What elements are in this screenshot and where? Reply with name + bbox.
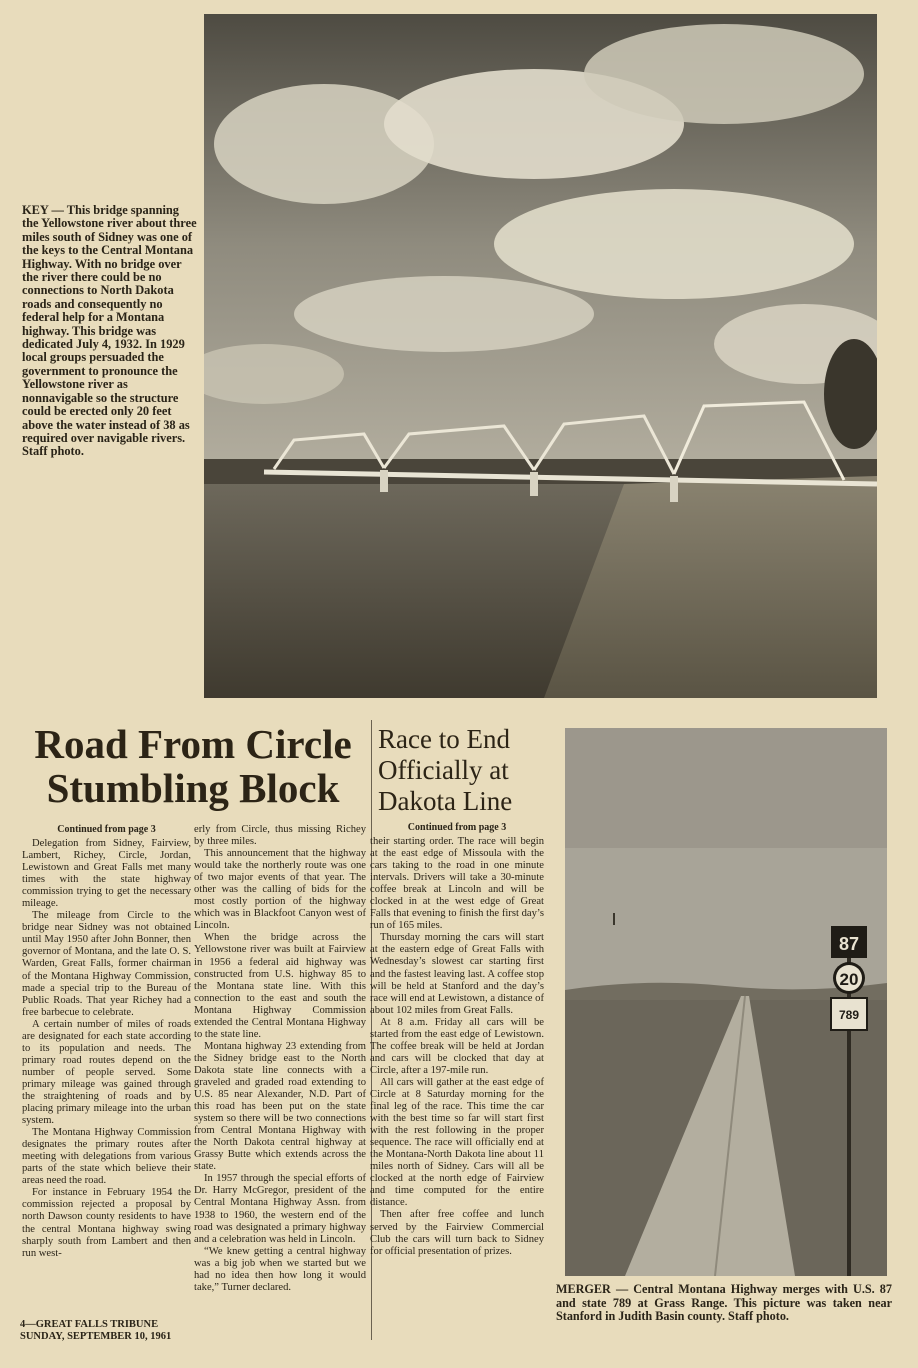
road-photo-caption: MERGER — Central Montana Highway merges with U.S. 87 and state 789 at Grass Range. This picture was taken near Stanford in Judith Basin county. Staff photo. xyxy=(556,1282,892,1324)
route-87-sign: 87 xyxy=(838,934,860,954)
road-photo xyxy=(565,728,887,1276)
continued-note: Continued from page 3 xyxy=(407,822,507,833)
paragraph: Montana highway 23 extending from the Sidney bridge east to the North Dakota state line connects with a graveled and graded road extending to U.S. 85 near Alexander, N.D. Part of this road has been put on the state system so there will be two connections from Central Montana Highway with the North Dakota central highway at Grassy Butte which extends across the state. xyxy=(194,1040,366,1173)
paragraph: This announcement that the highway would take the northerly route was one of two major events of that year. The other was the calling of bids for the most costly portion of the highway which was in Blackfoot Canyon west of Lincoln. xyxy=(194,848,366,932)
continued-note: Continued from page 3 xyxy=(57,824,156,835)
paragraph: Thursday morning the cars will start at the eastern edge of Great Falls with Wednesday’s slowest car starting first and the fastest leaving last. A coffee stop will be held at Stanford and the day’s race will end at Lewistown, a distance of about 102 miles from Great Falls. xyxy=(370,932,544,1016)
paragraph: At 8 a.m. Friday all cars will be started from the east edge of Lewistown. The coffee break will be held at Jordan and cars will be clocked that day at Circle, after a 197-mile run. xyxy=(370,1016,544,1076)
paragraph: When the bridge across the Yellowstone river was built at Fairview in 1956 a federal aid highway was constructed from U.S. highway 85 to the Montana state line. With this connection to the east and south the Montana Highway Commission extended the Central Montana Highway to the state line. xyxy=(194,932,366,1040)
paragraph: For instance in February 1954 the commission rejected a proposal by north Dawson county residents to have the central Montana highway swing sharply south from Lambert and then run west- xyxy=(22,1187,191,1259)
road-illustration xyxy=(565,728,887,1276)
article1-column-1 xyxy=(22,824,191,1260)
route-20-sign: 20 xyxy=(839,970,859,989)
bridge-illustration xyxy=(204,14,877,698)
article-headline-race-to-end: Race to End Officially at Dakota Line xyxy=(378,724,513,816)
paragraph: their starting order. The race will begin at the east edge of Missoula with the cars taking to the road in one minute intervals. Drivers will take a 30-minute coffee break at Lincoln and will be clocked in at the west edge of Great Falls that evening to finish the first day’s run of 165 miles. xyxy=(370,836,544,932)
paragraph: All cars will gather at the east edge of Circle at 8 Saturday morning for the final leg of the race. This time the car with the best time so far will start first with the rest following in the proper sequence. The race will officially end at the Montana-North Dakota line about 11 miles north of Sidney. Cars will all be clocked at the north edge of Fairview and time computed for the entire distance. xyxy=(370,1076,544,1209)
paragraph: “We knew getting a central highway was a big job when we started but we had no idea then how long it would take,” Turner declared. xyxy=(194,1245,366,1293)
bridge-photo-caption: KEY — This bridge spanning the Yellowstone river about three miles south of Sidney was one of the keys to the Central Montana Highway. With no bridge over the river there could be no connections to North Dakota roads and consequently no federal help for a Montana highway. This bridge was dedicated July 4, 1932. In 1929 local groups persuaded the government to pronounce the Yellowstone river as nonnavigable so the structure could be erected only 20 feet above the water instead of 38 as required over navigable rivers. Staff photo. xyxy=(22,203,197,459)
paragraph: In 1957 through the special efforts of Dr. Harry McGregor, president of the Central Montana Highway Assn. from 1938 to 1960, the western end of the road was designated a primary highway and a celebration was held in Lincoln. xyxy=(194,1173,366,1245)
paragraph: Then after free coffee and lunch served by the Fairview Commercial Club the cars will turn back to Sidney for official presentation of prizes. xyxy=(370,1209,544,1257)
page-footer xyxy=(20,1319,195,1343)
article2-column xyxy=(370,822,544,1258)
footer-page-label: 4—GREAT FALLS TRIBUNE xyxy=(20,1319,159,1330)
paragraph: The mileage from Circle to the bridge near Sidney was not obtained until May 1950 after John Bonner, then governor of Montana, and the late O. S. Warden, Great Falls, former chairman of the Montana Highway Commission, made a special trip to the Bureau of Public Roads. That year Richey had a free barbecue to celebrate. xyxy=(22,910,191,1018)
route-789-sign: 789 xyxy=(838,1008,860,1022)
paragraph: A certain number of miles of roads are designated for each state according to its population and needs. The primary road routes depend on the number of people served. Some primary mileage was gained through the straightening of roads and by placing primary mileage into the urban system. xyxy=(22,1018,191,1127)
article-headline-road-from-circle: Road From Circle Stumbling Block xyxy=(34,721,352,811)
bridge-photo xyxy=(204,14,877,698)
paragraph: erly from Circle, thus missing Richey by three miles. xyxy=(194,824,366,848)
footer-date: SUNDAY, SEPTEMBER 10, 1961 xyxy=(20,1331,172,1342)
paragraph: The Montana Highway Commission designates the primary routes after meeting with delegations from various parts of the state which believe their areas need the road. xyxy=(22,1127,191,1187)
paragraph: Delegation from Sidney, Fairview, Lambert, Richey, Circle, Jordan, Lewistown and Great Falls met many times with the state highway commission trying to get the necessary mileage. xyxy=(22,838,191,910)
article1-column-2 xyxy=(194,824,366,1294)
